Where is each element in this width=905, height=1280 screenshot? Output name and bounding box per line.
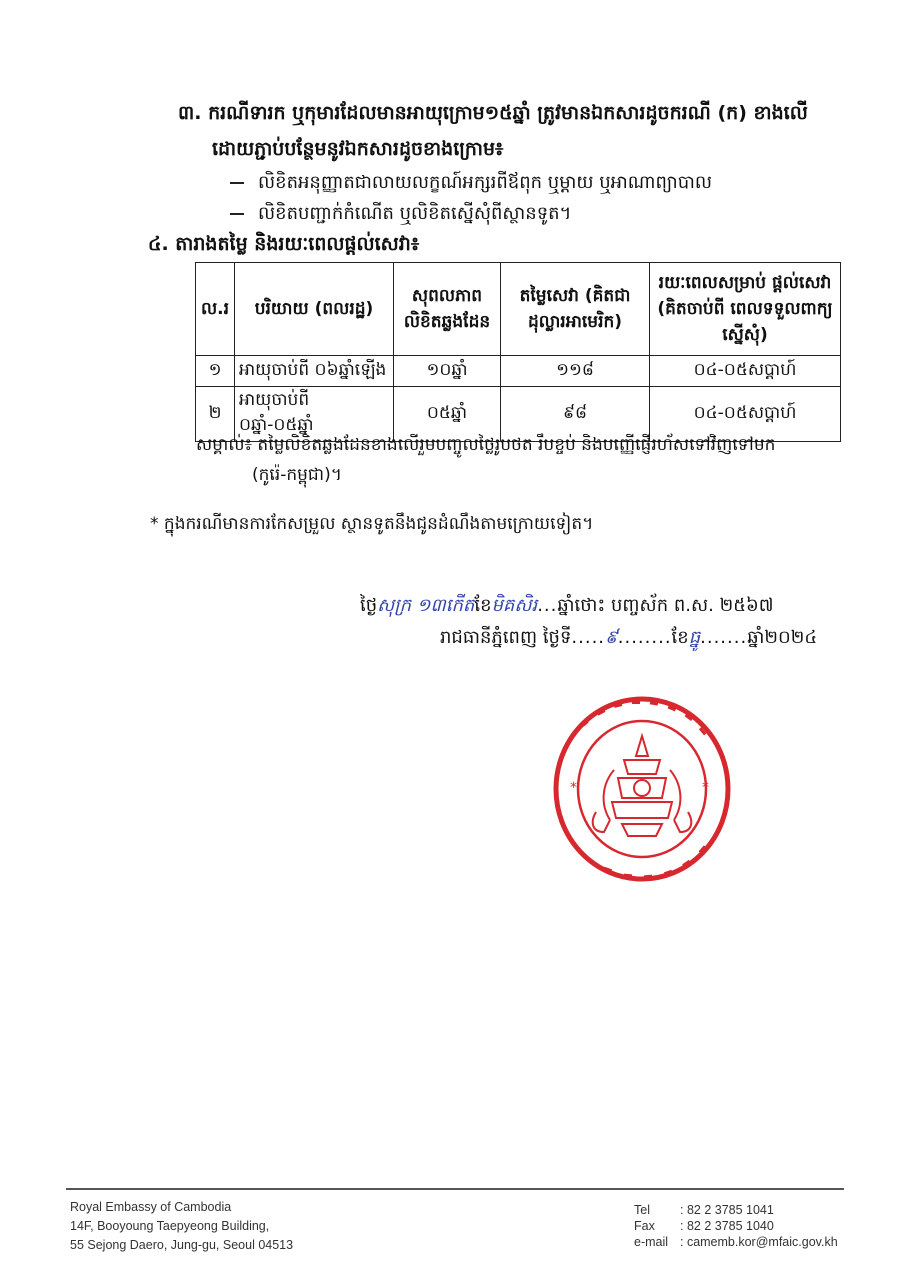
gregorian-day-handwritten: ៩ xyxy=(605,627,618,648)
table-header-row xyxy=(196,263,841,356)
embassy-seal xyxy=(552,694,732,884)
cell-description: អាយុចាប់ពី ០ឆ្នាំ-០៥ឆ្នាំ xyxy=(235,387,394,442)
lunar-date-line: ថ្ងៃសុក្រ ១៣កើតខែមិគសិរ...ឆ្នាំថោះ បញ្ចស័ក ព.ស. ២៥៦៧ xyxy=(360,595,774,616)
amendment-note: * ក្នុងករណីមានការកែសម្រួល ស្ថានទូតនឹងជូនដំណឹងតាមក្រោយទៀត។ xyxy=(150,514,594,534)
remark-line-1: សម្គាល់៖ តម្លៃលិខិតឆ្លងដែនខាងលើរួមបញ្ចូលថ្លៃរូបថត រឹបខ្ចប់ និងបញ្ញើផ្ញើរហ័សទៅវិញទៅមក xyxy=(196,435,776,455)
fax-value: : 82 2 3785 1040 xyxy=(680,1219,774,1233)
tel-value: : 82 2 3785 1041 xyxy=(680,1203,774,1217)
cell-processing-time: ០៤-០៥សប្ដាហ៍ xyxy=(650,387,841,442)
cell-no: ១ xyxy=(196,356,235,387)
section4-title: ៤. តារាងតម្លៃ និងរយៈពេលផ្ដល់សេវា៖ xyxy=(148,233,420,255)
svg-text:*: * xyxy=(570,780,577,796)
svg-text:*: * xyxy=(702,780,709,796)
tel-label: Tel xyxy=(634,1203,650,1217)
cell-fee: ៩៨ xyxy=(501,387,650,442)
gregorian-month-handwritten: ធ្នូ xyxy=(688,627,701,648)
fax-label: Fax xyxy=(634,1219,655,1233)
embassy-name: Royal Embassy of Cambodia xyxy=(70,1200,232,1214)
bullet-item-2: លិខិតបញ្ជាក់កំណើត ឬលិខិតស្នើសុំពីស្ថានទូត។ xyxy=(258,203,572,224)
footer-divider xyxy=(66,1188,844,1190)
remark-line-2: (កូរ៉េ-កម្ពុជា)។ xyxy=(252,465,342,485)
email-link[interactable]: : camemb.kor@mfaic.gov.kh xyxy=(680,1235,838,1249)
lunar-month-handwritten: មិគសិរ xyxy=(491,595,538,616)
lunar-date-prefix: ថ្ងៃ xyxy=(360,595,378,616)
cell-validity: ១០ឆ្នាំ xyxy=(394,356,501,387)
header-fee: តម្លៃសេវា (គិតជាដុល្លារអាមេរិក) xyxy=(501,263,650,356)
bullet-dash xyxy=(230,182,244,184)
bullet-item-1: លិខិតអនុញ្ញាតជាលាយលក្ខណ៍អក្សរពីឪពុក ឬម្ដាយ ឬអាណាព្យាបាល xyxy=(258,172,712,193)
table-row xyxy=(196,356,841,387)
header-no: ល.រ xyxy=(196,263,235,356)
section3-subtitle: ដោយភ្ជាប់បន្ថែមនូវឯកសារដូចខាងក្រោម៖ xyxy=(212,138,504,160)
header-validity: សុពលភាព លិខិតឆ្លងដែន xyxy=(394,263,501,356)
cell-fee: ១១៨ xyxy=(501,356,650,387)
gregorian-date-line: រាជធានីភ្នំពេញ ថ្ងៃទី.....៩........ខែធ្នូ.......ឆ្នាំ២០២៤ xyxy=(440,627,818,648)
cell-no: ២ xyxy=(196,387,235,442)
lunar-day-handwritten: សុក្រ ១៣កើត xyxy=(377,595,475,616)
section3-title: ៣. ករណីទារក ឬកុមារដែលមានអាយុក្រោម១៥ឆ្នាំ ត្រូវមានឯកសារដូចករណី (ក) ខាងលើ xyxy=(178,102,808,124)
bullet-dash xyxy=(230,213,244,215)
cell-validity: ០៥ឆ្នាំ xyxy=(394,387,501,442)
embassy-address-line-1: 14F, Booyoung Taepyeong Building, xyxy=(70,1219,270,1233)
gregorian-year-text: ឆ្នាំ២០២៤ xyxy=(747,627,818,648)
cell-description: អាយុចាប់ពី ០៦ឆ្នាំឡើង xyxy=(235,356,394,387)
fee-table xyxy=(195,262,841,442)
gregorian-month-prefix: ខែ xyxy=(671,627,689,648)
header-processing-time: រយៈពេលសម្រាប់ ផ្ដល់សេវា (គិតចាប់ពី ពេលទទួលពាក្យស្នើសុំ) xyxy=(650,263,841,356)
lunar-year-text: ឆ្នាំថោះ បញ្ចស័ក ព.ស. ២៥៦៧ xyxy=(557,595,774,616)
embassy-address-line-2: 55 Sejong Daero, Jung-gu, Seoul 04513 xyxy=(70,1238,294,1252)
email-label: e-mail xyxy=(634,1235,669,1249)
lunar-month-prefix: ខែ xyxy=(474,595,492,616)
header-description: បរិយាយ (ពលរដ្ឋ) xyxy=(235,263,394,356)
gregorian-date-prefix: រាជធានីភ្នំពេញ ថ្ងៃទី xyxy=(440,627,572,648)
cell-processing-time: ០៤-០៥សប្ដាហ៍ xyxy=(650,356,841,387)
